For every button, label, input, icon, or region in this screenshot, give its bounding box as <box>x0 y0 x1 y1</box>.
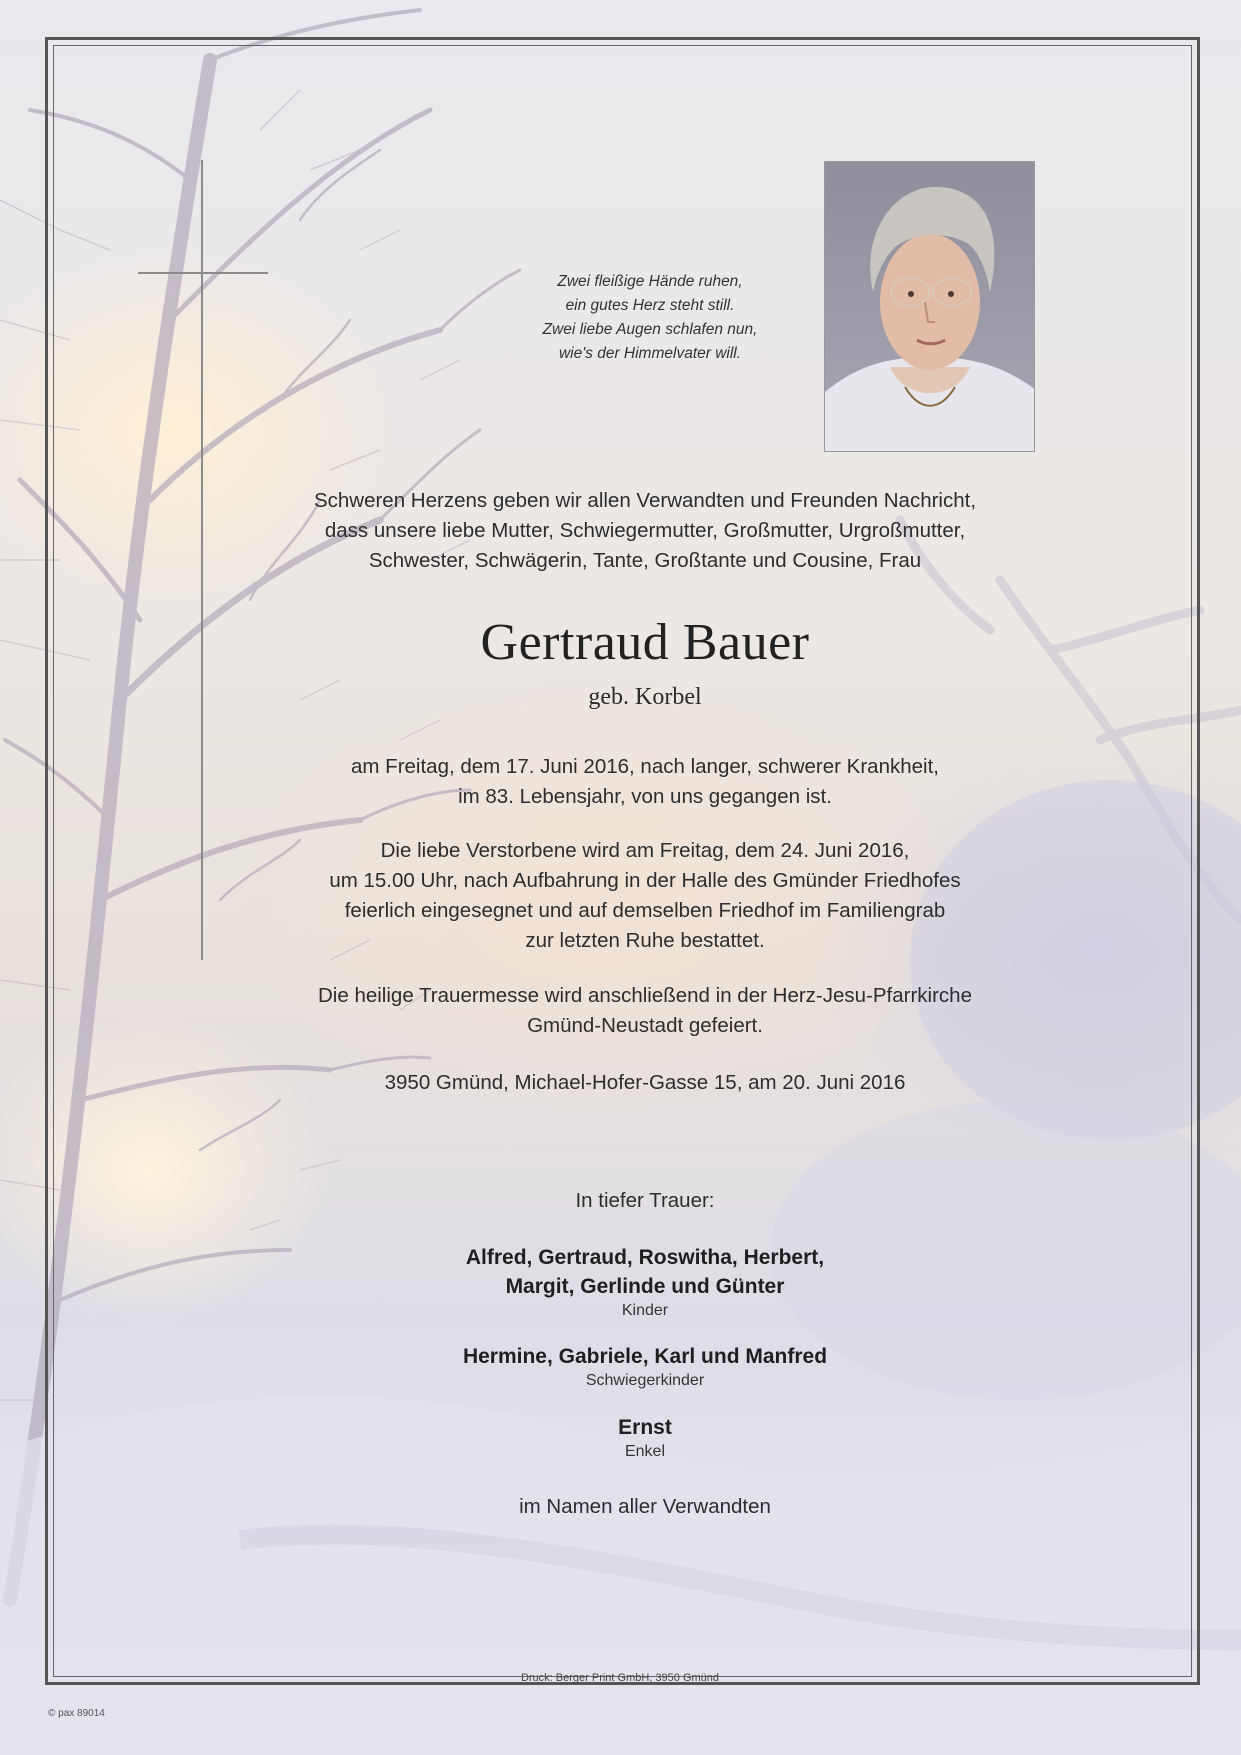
funeral-line: zur letzten Ruhe bestattet. <box>525 929 765 952</box>
mourner-role: Enkel <box>624 1443 666 1460</box>
copyright-code: © pax 89014 <box>48 1708 105 1719</box>
mourning-heading: In tiefer Trauer: <box>575 1189 715 1212</box>
funeral-line: um 15.00 Uhr, nach Aufbahrung in der Halle des Gmünder Friedhofes <box>329 869 961 892</box>
memorial-poem <box>470 270 830 366</box>
cross-horizontal-bar <box>138 272 268 274</box>
funeral-line: Die liebe Verstorbene wird am Freitag, dem 24. Juni 2016, <box>380 839 910 862</box>
death-line: am Freitag, dem 17. Juni 2016, nach langer, schwerer Krankheit, <box>351 755 939 778</box>
intro-text <box>220 486 1070 576</box>
poem-line: ein gutes Herz steht still. <box>565 297 735 314</box>
mass-line: Gmünd-Neustadt gefeiert. <box>527 1014 763 1037</box>
cross-vertical-bar <box>201 160 203 960</box>
intro-line: dass unsere liebe Mutter, Schwiegermutter, Großmutter, Urgroßmutter, <box>324 519 966 542</box>
address-date: 3950 Gmünd, Michael-Hofer-Gasse 15, am 20. Juni 2016 <box>384 1071 906 1094</box>
intro-line: Schweren Herzens geben wir allen Verwandten und Freunden Nachricht, <box>313 489 977 512</box>
deceased-name: Gertraud Bauer <box>480 614 810 671</box>
poem-line: wie's der Himmelvater will. <box>558 345 742 362</box>
portrait-photo <box>824 161 1035 452</box>
mourner-names: Ernst <box>618 1416 672 1439</box>
funeral-details <box>220 836 1070 956</box>
mourner-role: Schwiegerkinder <box>585 1372 705 1389</box>
mourner-group-in-laws <box>220 1342 1070 1391</box>
intro-line: Schwester, Schwägerin, Tante, Großtante und Cousine, Frau <box>368 549 922 572</box>
mourner-names: Hermine, Gabriele, Karl und Manfred <box>462 1345 828 1368</box>
mourner-role: Kinder <box>621 1302 669 1319</box>
mass-line: Die heilige Trauermesse wird anschließend in der Herz-Jesu-Pfarrkirche <box>318 984 972 1007</box>
death-notice <box>220 752 1070 812</box>
mourner-group-grandchildren <box>220 1413 1070 1462</box>
mass-details <box>220 981 1070 1041</box>
funeral-line: feierlich eingesegnet und auf demselben Friedhof im Familiengrab <box>344 899 946 922</box>
mourner-names: Alfred, Gertraud, Roswitha, Herbert, <box>465 1246 825 1269</box>
closing-line: im Namen aller Verwandten <box>519 1495 771 1518</box>
mourner-names: Margit, Gerlinde und Günter <box>505 1275 785 1298</box>
death-line: im 83. Lebensjahr, von uns gegangen ist. <box>458 785 832 808</box>
poem-line: Zwei fleißige Hände ruhen, <box>557 273 743 290</box>
mourner-group-children <box>220 1243 1070 1321</box>
maiden-name: geb. Korbel <box>588 684 702 710</box>
printer-credit: Druck: Berger Print GmbH, 3950 Gmünd <box>520 1672 720 1684</box>
poem-line: Zwei liebe Augen schlafen nun, <box>542 321 758 338</box>
